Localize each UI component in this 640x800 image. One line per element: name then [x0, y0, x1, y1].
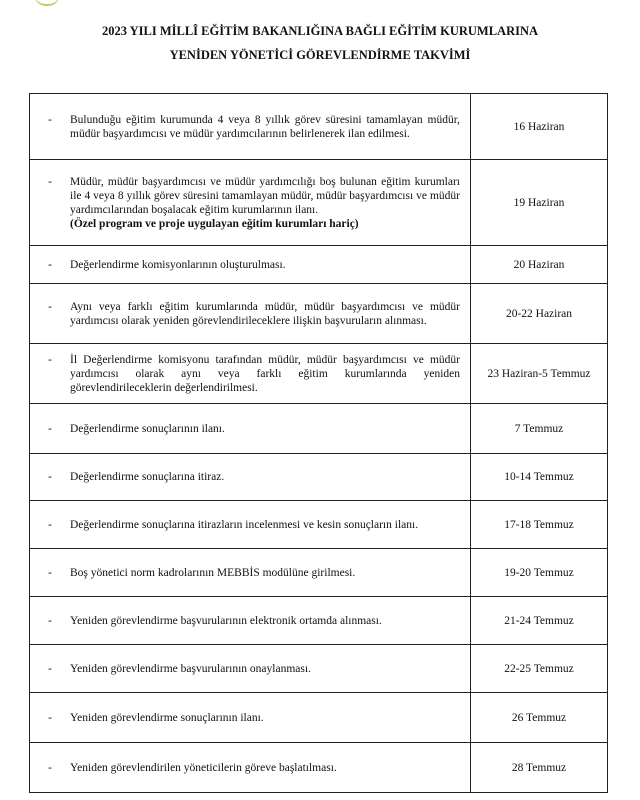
- description-text: Değerlendirme sonuçlarına itiraz.: [70, 471, 225, 483]
- bullet-dash: -: [48, 353, 52, 366]
- bullet-dash: -: [48, 175, 52, 188]
- description-cell: [30, 344, 471, 404]
- description-text: Yeniden görevlendirme sonuçlarının ilanı.: [70, 711, 264, 724]
- bullet-dash: -: [48, 566, 52, 579]
- bullet-dash: -: [48, 662, 52, 675]
- date-cell: 19-20 Temmuz: [471, 549, 608, 597]
- table-row: [30, 94, 608, 160]
- bullet-dash: -: [48, 300, 52, 313]
- description-cell: [30, 693, 471, 743]
- table-row: [30, 501, 608, 549]
- description-cell: [30, 94, 471, 160]
- date-cell: 16 Haziran: [471, 94, 608, 160]
- description-text: Yeniden görevlendirme başvurularının elektronik ortamda alınması.: [70, 614, 382, 627]
- table-row: [30, 597, 608, 645]
- bullet-dash: -: [48, 471, 52, 483]
- bullet-dash: -: [48, 761, 52, 774]
- date-cell: 28 Temmuz: [471, 743, 608, 793]
- description-cell: [30, 454, 471, 501]
- document-title: [0, 22, 640, 70]
- corner-decoration: [34, 0, 60, 6]
- table-row: [30, 454, 608, 501]
- bullet-dash: -: [48, 711, 52, 724]
- table-row: [30, 693, 608, 743]
- description-text: Değerlendirme sonuçlarının ilanı.: [70, 422, 225, 435]
- table-row: [30, 743, 608, 793]
- table-row: [30, 344, 608, 404]
- description-text: Değerlendirme komisyonlarının oluşturulması.: [70, 258, 286, 271]
- table-row: [30, 160, 608, 246]
- table-row: [30, 645, 608, 693]
- exception-note: (Özel program ve proje uygulayan eğitim kurumları hariç): [70, 217, 359, 230]
- date-cell: 17-18 Temmuz: [471, 501, 608, 549]
- bullet-dash: -: [48, 614, 52, 627]
- description-text: Müdür, müdür başyardımcısı ve müdür yardımcılığı boş bulunan eğitim kurumları ile 4 veya 8 yıllık görev süresini tamamlayan müdür, müdür başyardımcısı ve müdür yardımcılarından boşalacak eğitim kurumlarının ilanı.: [70, 175, 460, 216]
- description-cell: [30, 404, 471, 454]
- bullet-dash: -: [48, 113, 52, 126]
- bullet-dash: -: [48, 422, 52, 435]
- description-text: Boş yönetici norm kadrolarının MEBBİS modülüne girilmesi.: [70, 566, 356, 579]
- description-text: Yeniden görevlendirilen yöneticilerin göreve başlatılması.: [70, 761, 337, 774]
- table-row: [30, 404, 608, 454]
- date-cell: 7 Temmuz: [471, 404, 608, 454]
- date-cell: 21-24 Temmuz: [471, 597, 608, 645]
- bullet-dash: -: [48, 518, 52, 531]
- table-row: [30, 549, 608, 597]
- table-row: [30, 284, 608, 344]
- date-cell: 19 Haziran: [471, 160, 608, 246]
- date-cell: 10-14 Temmuz: [471, 454, 608, 501]
- schedule-table: [29, 93, 608, 793]
- description-cell: [30, 160, 471, 246]
- date-cell: 22-25 Temmuz: [471, 645, 608, 693]
- description-cell: [30, 597, 471, 645]
- table-row: [30, 246, 608, 284]
- description-cell: [30, 645, 471, 693]
- title-line-2: YENİDEN YÖNETİCİ GÖREVLENDİRME TAKVİMİ: [169, 48, 471, 62]
- description-text: Bulunduğu eğitim kurumunda 4 veya 8 yıllık görev süresini tamamlayan müdür, müdür başyardımcısı ve müdür yardımcılarının belirlenerek ilan edilmesi.: [70, 113, 460, 140]
- description-cell: [30, 501, 471, 549]
- title-line-1: 2023 YILI MİLLÎ EĞİTİM BAKANLIĞINA BAĞLI EĞİTİM KURUMLARINA: [101, 24, 539, 38]
- description-cell: [30, 743, 471, 793]
- description-cell: [30, 284, 471, 344]
- date-cell: 23 Haziran-5 Temmuz: [471, 344, 608, 404]
- description-cell: [30, 246, 471, 284]
- description-text: Aynı veya farklı eğitim kurumlarında müdür, müdür başyardımcısı ve müdür yardımcısı olarak yeniden görevlendirileceklere ilişkin başvuruların alınması.: [70, 300, 460, 327]
- description-text: Değerlendirme sonuçlarına itirazların incelenmesi ve kesin sonuçların ilanı.: [70, 518, 419, 531]
- date-cell: 20 Haziran: [471, 246, 608, 284]
- description-text: İl Değerlendirme komisyonu tarafından müdür, müdür başyardımcısı ve müdür yardımcısı olarak aynı veya farklı eğitim kurumlarında yeniden görevlendirileceklerin değerlendirilmesi.: [70, 353, 460, 394]
- description-text: Yeniden görevlendirme başvurularının onaylanması.: [70, 662, 311, 675]
- bullet-dash: -: [48, 258, 52, 271]
- description-cell: [30, 549, 471, 597]
- date-cell: 20-22 Haziran: [471, 284, 608, 344]
- date-cell: 26 Temmuz: [471, 693, 608, 743]
